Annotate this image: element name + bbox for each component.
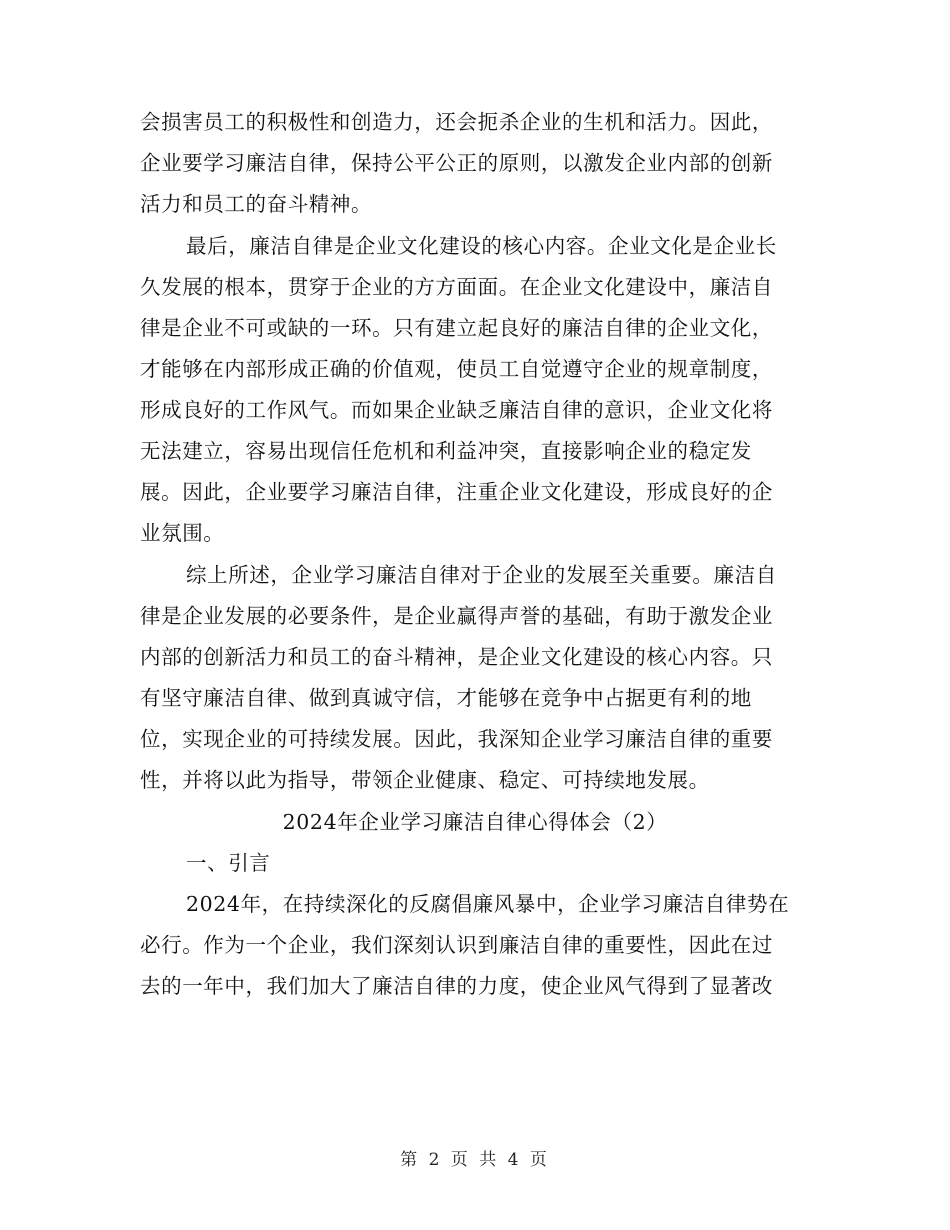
paragraph-2-line-2: 久发展的根本，贯穿于企业的方方面面。在企业文化建设中，廉洁自: [140, 275, 773, 299]
paragraph-2-line-6: 无法建立，容易出现信任危机和利益冲突，直接影响企业的稳定发: [140, 439, 752, 463]
intro-paragraph-line-3: 去的一年中，我们加大了廉洁自律的力度，使企业风气得到了显著改: [140, 974, 773, 998]
paragraph-2-line-5: 形成良好的工作风气。而如果企业缺乏廉洁自律的意识，企业文化将: [140, 398, 773, 422]
intro-heading: 一、引言: [186, 851, 271, 875]
paragraph-2-line-1: 最后，廉洁自律是企业文化建设的核心内容。企业文化是企业长: [186, 234, 777, 258]
paragraph-3-line-6: 性，并将以此为指导，带领企业健康、稳定、可持续地发展。: [140, 768, 710, 792]
paragraph-1-line-1: 会损害员工的积极性和创造力，还会扼杀企业的生机和活力。因此，: [140, 110, 773, 134]
section-title: 2024年企业学习廉洁自律心得体会（2）: [282, 810, 668, 834]
paragraph-2-line-3: 律是企业不可或缺的一环。只有建立起良好的廉洁自律的企业文化，: [140, 316, 773, 340]
intro-paragraph-line-2: 必行。作为一个企业，我们深刻认识到廉洁自律的重要性，因此在过: [140, 933, 773, 957]
intro-paragraph-line-1: 2024年，在持续深化的反腐倡廉风暴中，企业学习廉洁自律势在: [186, 892, 790, 916]
paragraph-3-line-4: 有坚守廉洁自律、做到真诚守信，才能够在竞争中占据更有利的地: [140, 686, 752, 710]
paragraph-3-line-5: 位，实现企业的可持续发展。因此，我深知企业学习廉洁自律的重要: [140, 727, 773, 751]
paragraph-1-line-3: 活力和员工的奋斗精神。: [140, 192, 373, 216]
paragraph-2-line-8: 业氛围。: [140, 521, 225, 545]
paragraph-3-line-1: 综上所述，企业学习廉洁自律对于企业的发展至关重要。廉洁自: [186, 563, 777, 587]
paragraph-2-line-7: 展。因此，企业要学习廉洁自律，注重企业文化建设，形成良好的企: [140, 480, 773, 504]
paragraph-2-line-4: 才能够在内部形成正确的价值观，使员工自觉遵守企业的规章制度，: [140, 357, 773, 381]
paragraph-3-line-2: 律是企业发展的必要条件，是企业赢得声誉的基础，有助于激发企业: [140, 604, 773, 628]
paragraph-1-line-2: 企业要学习廉洁自律，保持公平公正的原则，以激发企业内部的创新: [140, 151, 773, 175]
paragraph-3-line-3: 内部的创新活力和员工的奋斗精神，是企业文化建设的核心内容。只: [140, 645, 773, 669]
page-number-footer: 第 2 页 共 4 页: [400, 1150, 550, 1170]
